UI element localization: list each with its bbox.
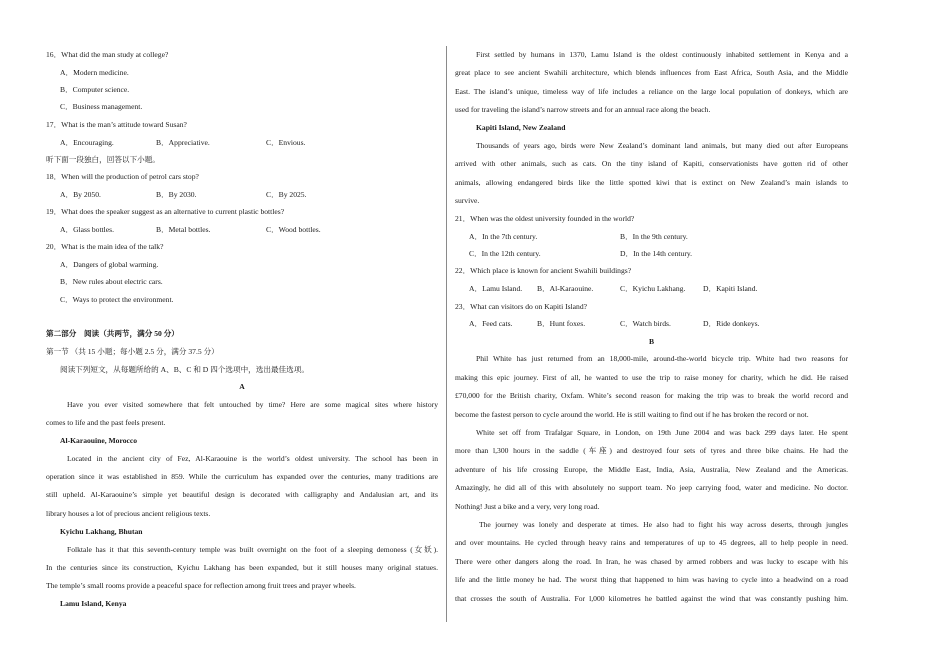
- paragraph-line: operation since it was established in 859. While the curriculum has expanded over the centuries, many traditions are: [46, 472, 438, 481]
- option: B．Hunt foxes.: [537, 319, 586, 328]
- paragraph-line: comes to life and the past feels present.: [46, 418, 166, 427]
- part-two-title: 第二部分 阅读（共两节，满分 50 分）: [46, 329, 179, 338]
- option: A．By 2050.: [60, 190, 101, 199]
- paragraph-line: that crosses the south of Australia. For l,000 kilometres he battled against the wind that was constantly pushing him.: [455, 594, 848, 603]
- option: C．In the 12th century.: [469, 249, 541, 258]
- option: C．By 2025.: [266, 190, 307, 199]
- paragraph-line: animals, allowing endangered birds like the little spotted kiwi that is extinct on New Zealand’s main islands to: [455, 178, 848, 187]
- reading-instruction: 阅读下列短文，从每题所给的 A、B、C 和 D 四个选项中，选出最佳选项。: [60, 365, 309, 374]
- site-heading: Al-Karaouine, Morocco: [60, 436, 138, 445]
- paragraph-line: arrived with other animals, such as cats. On the tiny island of Kapiti, conservationists have gotten rid of other: [455, 159, 848, 168]
- option: A．Lamu Island.: [469, 284, 523, 293]
- paragraph-line: Amazingly, he did all of this with absolutely no support team. No jeep carrying food, water and medicine. No doctor.: [455, 483, 848, 492]
- paragraph-line: White set off from Trafalgar Square, in London, on 19th June 2004 and was back 299 days later. He spent: [476, 428, 848, 437]
- option: A．Glass bottles.: [60, 225, 114, 234]
- paragraph-line: and over mountains. He cycled through heavy rains and temperatures of up to 45 degrees, all to help people in need.: [455, 538, 848, 547]
- paragraph-line: making this epic journey. First of all, he wanted to use the trip to raise money for charity, which he did. He raised: [455, 373, 848, 382]
- option: B．Appreciative.: [156, 138, 210, 147]
- column-divider: [446, 46, 447, 622]
- paragraph-line: In the centuries since its construction, Kyichu Lakhang has been expanded, but it still houses many original statues.: [46, 563, 438, 572]
- monologue-note: 听下面一段独白，回答以下小题。: [46, 155, 160, 164]
- option: B．Al-Karaouine.: [537, 284, 594, 293]
- option: A．Modern medicine.: [60, 68, 129, 77]
- paragraph-line: Thousands of years ago, birds were New Zealand’s dominant land animals, but many died out after Europeans: [476, 141, 848, 150]
- option: B．By 2030.: [156, 190, 197, 199]
- question-19: 19．What does the speaker suggest as an alternative to current plastic bottles?: [46, 207, 285, 216]
- paragraph-line: still upheld. Al-Karaouine’s simple yet beautiful design is decorated with calligraphy and Andalusian art, and its: [46, 490, 438, 499]
- paragraph-line: First settled by humans in 1370, Lamu Island is the oldest continuously inhabited settlement in Kenya and a: [476, 50, 848, 59]
- option: B．New rules about electric cars.: [60, 277, 163, 286]
- passage-b-label: B: [648, 337, 655, 346]
- section-one-heading: 第一节 （共 15 小题；每小题 2.5 分，满分 37.5 分）: [46, 347, 219, 356]
- option: C．Watch birds.: [620, 319, 671, 328]
- site-heading: Kapiti Island, New Zealand: [476, 123, 566, 132]
- paragraph-line: adventure of his life crossing Europe, the Middle East, India, Asia, Australia, New Zealand and the Americas.: [455, 465, 848, 474]
- paragraph-line: life and the little money he had. The worst thing that happened to him was having to cycle into a headwind on a road: [455, 575, 848, 584]
- paragraph-line: Folktale has it that this seventh-century temple was built overnight on the foot of a sleeping demoness (女妖).: [67, 545, 438, 554]
- option: A．Dangers of global warming.: [60, 260, 159, 269]
- option: C．Kyichu Lakhang.: [620, 284, 686, 293]
- option: D．In the 14th century.: [620, 249, 693, 258]
- paragraph-line: great place to see ancient Swahili architecture, which blends influences from East Africa, South Asia, and the Middle: [455, 68, 848, 77]
- question-18: 18．When will the production of petrol cars stop?: [46, 172, 199, 181]
- question-20: 20．What is the main idea of the talk?: [46, 242, 164, 251]
- paragraph-line: become the fastest person to cycle around the world. He is still waiting to find out if he has broken the record or not.: [455, 410, 809, 419]
- site-heading: Lamu Island, Kenya: [60, 599, 127, 608]
- option: B．Metal bottles.: [156, 225, 211, 234]
- paragraph-line: survive.: [455, 196, 480, 205]
- paragraph-line: East. The island’s unique, timeless way of life includes a reliance on the large local population of donkeys, which are: [455, 87, 848, 96]
- option: B．In the 9th century.: [620, 232, 688, 241]
- option: A．Feed cats.: [469, 319, 513, 328]
- paragraph-line: Have you ever visited somewhere that felt untouched by time? Here are some magical sites where history: [67, 400, 438, 409]
- paragraph-line: £70,000 for the British charity, Oxfam. White’s second reason for making the trip was to break the world record and: [455, 391, 848, 400]
- paragraph-line: more than l,300 hours in the saddle (车座) and destroyed four sets of tyres and three bike chains. He had the: [455, 446, 848, 455]
- paragraph-line: There were other dangers along the road. In Iran, he was chased by armed robbers and was lucky to escape with his: [455, 557, 848, 566]
- paragraph-line: The journey was lonely and desperate at times. He also had to fight his way across deserts, through jungles: [479, 520, 848, 529]
- paragraph-line: used for traveling the island’s narrow streets and for an annual race along the beach.: [455, 105, 711, 114]
- question-16: 16．What did the man study at college?: [46, 50, 169, 59]
- paragraph-line: Nothing! Just a bike and a very, very long road.: [455, 502, 600, 511]
- option: C．Ways to protect the environment.: [60, 295, 174, 304]
- option: A．Encouraging.: [60, 138, 114, 147]
- option: C．Wood bottles.: [266, 225, 321, 234]
- option: B．Computer science.: [60, 85, 130, 94]
- passage-a-label: A: [239, 382, 245, 391]
- option: C．Envious.: [266, 138, 306, 147]
- option: A．In the 7th century.: [469, 232, 538, 241]
- paragraph-line: library houses a lot of precious ancient religious texts.: [46, 509, 211, 518]
- site-heading: Kyichu Lakhang, Bhutan: [60, 527, 143, 536]
- paragraph-line: Located in the ancient city of Fez, Al-Karaouine is the world’s oldest university. The school has been in: [67, 454, 438, 463]
- question-23: 23．What can visitors do on Kapiti Island?: [455, 302, 588, 311]
- option: D．Kapiti Island.: [703, 284, 758, 293]
- option: D．Ride donkeys.: [703, 319, 760, 328]
- option: C．Business management.: [60, 102, 143, 111]
- question-17: 17．What is the man’s attitude toward Susan?: [46, 120, 187, 129]
- question-22: 22．Which place is known for ancient Swahili buildings?: [455, 266, 632, 275]
- paragraph-line: Phil White has just returned from an 18,000-mile, around-the-world bicycle trip. White had two reasons for: [476, 354, 848, 363]
- question-21: 21．When was the oldest university founded in the world?: [455, 214, 635, 223]
- paragraph-line: The temple’s small rooms provide a peaceful space for reflection among fruit trees and prayer wheels.: [46, 581, 356, 590]
